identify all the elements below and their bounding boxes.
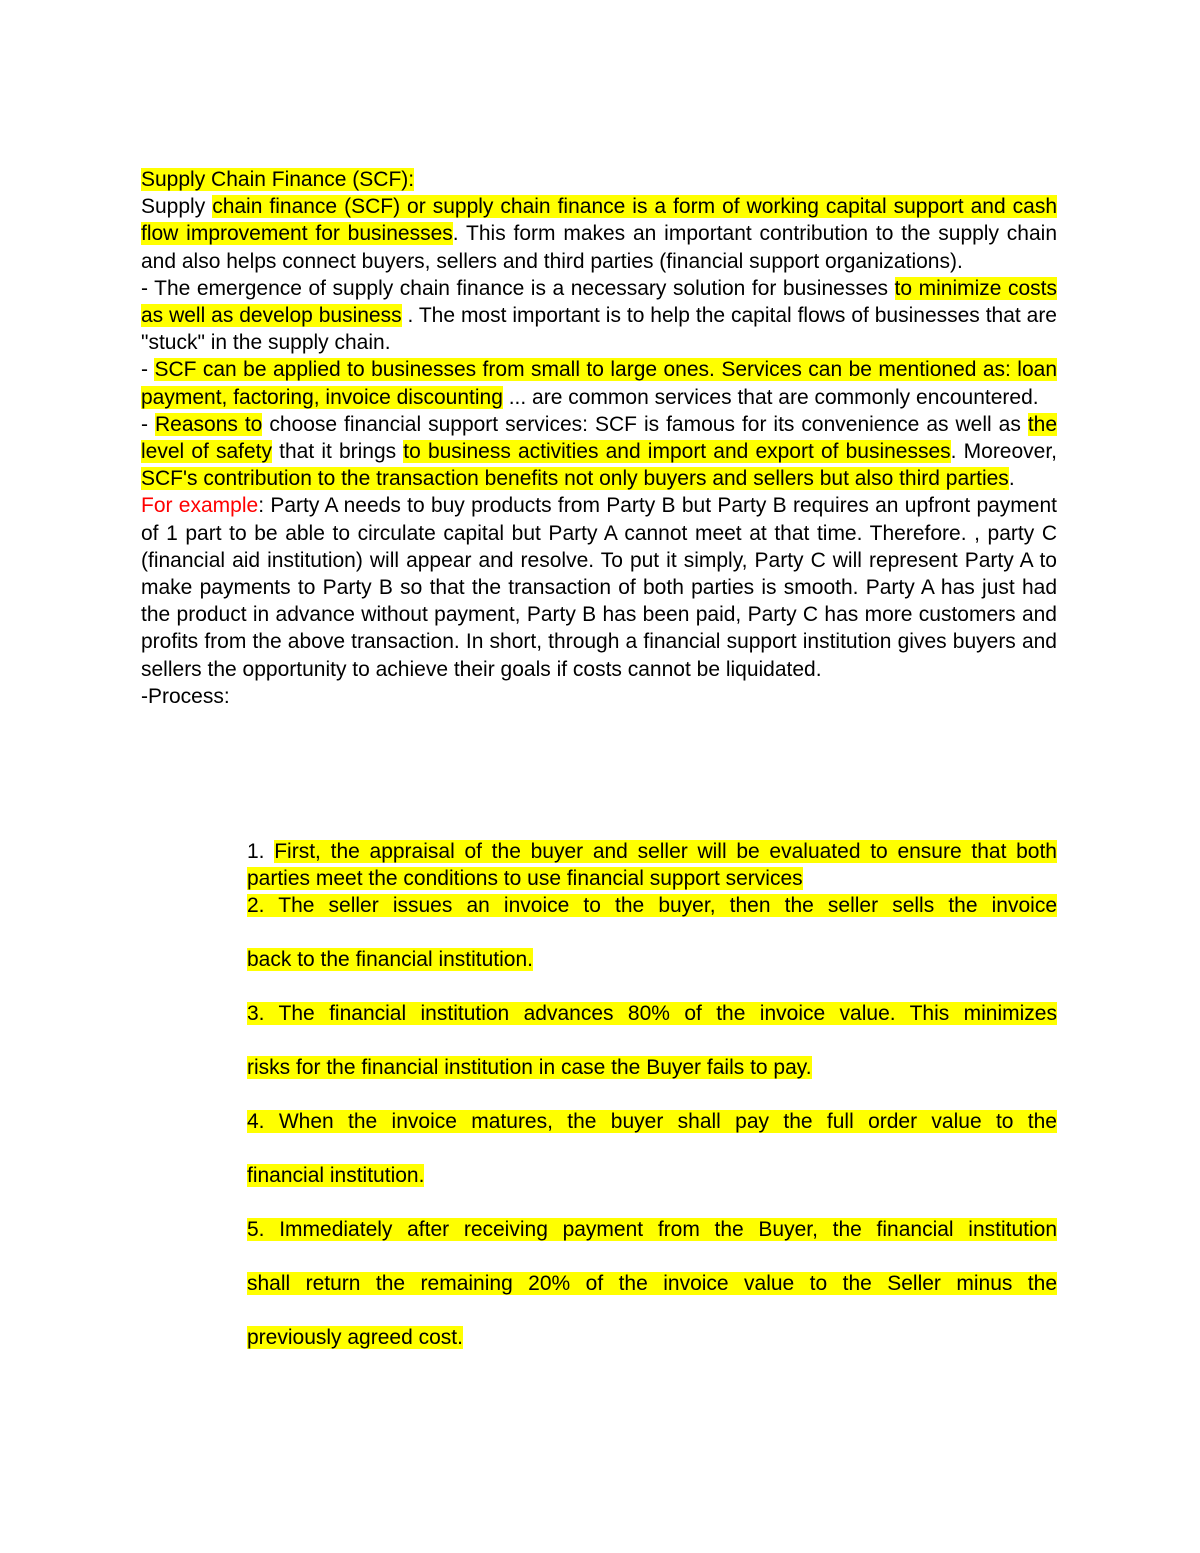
step-text: 4. When the invoice matures, the buyer shall pay the full order value to the [247, 1110, 1057, 1133]
spacer [247, 1135, 1057, 1162]
highlighted-text: SCF's contribution to the transaction benefits not only buyers and sellers but also third parties [141, 467, 1009, 491]
text-run: ... are common services that are commonly encountered. [502, 385, 1039, 409]
text-run: . The most important is to help the capital flows of businesses that are "stuck" in the supply chain. [141, 304, 1057, 355]
step-text: previously agreed cost. [247, 1326, 463, 1349]
text-run: that it brings [272, 440, 404, 464]
highlighted-text: Reasons to [154, 412, 263, 436]
spacer [247, 1243, 1057, 1270]
highlighted-text: the level of safety [141, 412, 1058, 464]
step-text: First, the appraisal of the buyer and seller will be evaluated to ensure that both parties meet the conditions to use financial support services [247, 840, 1057, 890]
spacer [247, 1189, 1057, 1216]
spacer [247, 973, 1057, 1000]
example-text: : Party A needs to buy products from Party B but Party B requires an upfront payment of 1 part to be able to circulate capital but Party A cannot meet at that time. Therefore. , party C (financial aid institution) will appear and resolve. To put it simply, Party C will represent Party A to make payments to Party B so that the transaction of both parties is smooth. Party A has just had the product in advance without payment, Party B has been paid, Party C has more customers and profits from the above transaction. In short, through a financial support institution gives buyers and sellers the opportunity to achieve their goals if costs cannot be liquidated. [141, 494, 1057, 681]
step-4-line-2 [247, 1162, 1057, 1189]
spacer [247, 1297, 1057, 1324]
step-text: 3. The financial institution advances 80% of the invoice value. This minimizes [247, 1002, 1057, 1025]
process-label [141, 683, 1057, 710]
text-run: - [141, 358, 155, 382]
step-1 [247, 838, 1057, 892]
paragraph-reasons [141, 411, 1057, 493]
step-text: shall return the remaining 20% of the invoice value to the Seller minus the [247, 1272, 1057, 1295]
step-text: back to the financial institution. [247, 948, 534, 971]
process-label-text: -Process: [141, 684, 230, 708]
example-label: For example [141, 494, 259, 518]
highlighted-text: to business activities and import and export of businesses [403, 440, 951, 464]
document-body [141, 166, 1057, 710]
process-steps [247, 838, 1057, 1351]
paragraph-example [141, 492, 1057, 682]
step-text: 5. Immediately after receiving payment from the Buyer, the financial institution [247, 1218, 1057, 1241]
spacer [247, 1027, 1057, 1054]
step-5-line-1 [247, 1216, 1057, 1243]
step-3-line-1 [247, 1000, 1057, 1027]
spacer [247, 919, 1057, 946]
step-text: risks for the financial institution in case the Buyer fails to pay. [247, 1056, 812, 1079]
step-text: 2. The seller issues an invoice to the buyer, then the seller sells the invoice [247, 894, 1057, 917]
highlighted-text: SCF can be applied to businesses from small to large ones. Services can be mentioned as: loan payment, factoring, invoice discounting [141, 358, 1058, 409]
text-run: . This form makes an important contribution to the supply chain and also helps connect buyers, sellers and third parties (financial support organizations). [141, 222, 1057, 273]
highlighted-text: to minimize costs as well as develop business [141, 276, 1057, 328]
spacer [247, 1081, 1057, 1108]
step-number: 1. [247, 840, 275, 863]
text-run: . [1008, 467, 1015, 491]
text-run: choose financial support services: SCF is famous for its convenience as well as [262, 412, 1028, 436]
paragraph-definition [141, 193, 1057, 275]
text-run: Supply [141, 195, 213, 219]
text-run: - The emergence of supply chain finance is a necessary solution for businesses [141, 276, 895, 300]
step-4-line-1 [247, 1108, 1057, 1135]
step-3-line-2 [247, 1054, 1057, 1081]
step-5-line-2 [247, 1270, 1057, 1297]
text-run: - [141, 412, 155, 436]
step-2-line-2 [247, 946, 1057, 973]
highlighted-text: chain finance (SCF) or supply chain finance is a form of working capital support and cash flow improvement for businesses [141, 195, 1057, 246]
heading [141, 166, 1057, 193]
paragraph-emergence [141, 275, 1057, 357]
step-5-line-3 [247, 1324, 1057, 1351]
text-run: . Moreover, [950, 440, 1058, 464]
heading-text: Supply Chain Finance (SCF): [141, 168, 415, 191]
step-2-line-1 [247, 892, 1057, 919]
step-text: financial institution. [247, 1164, 425, 1187]
paragraph-services [141, 356, 1057, 410]
